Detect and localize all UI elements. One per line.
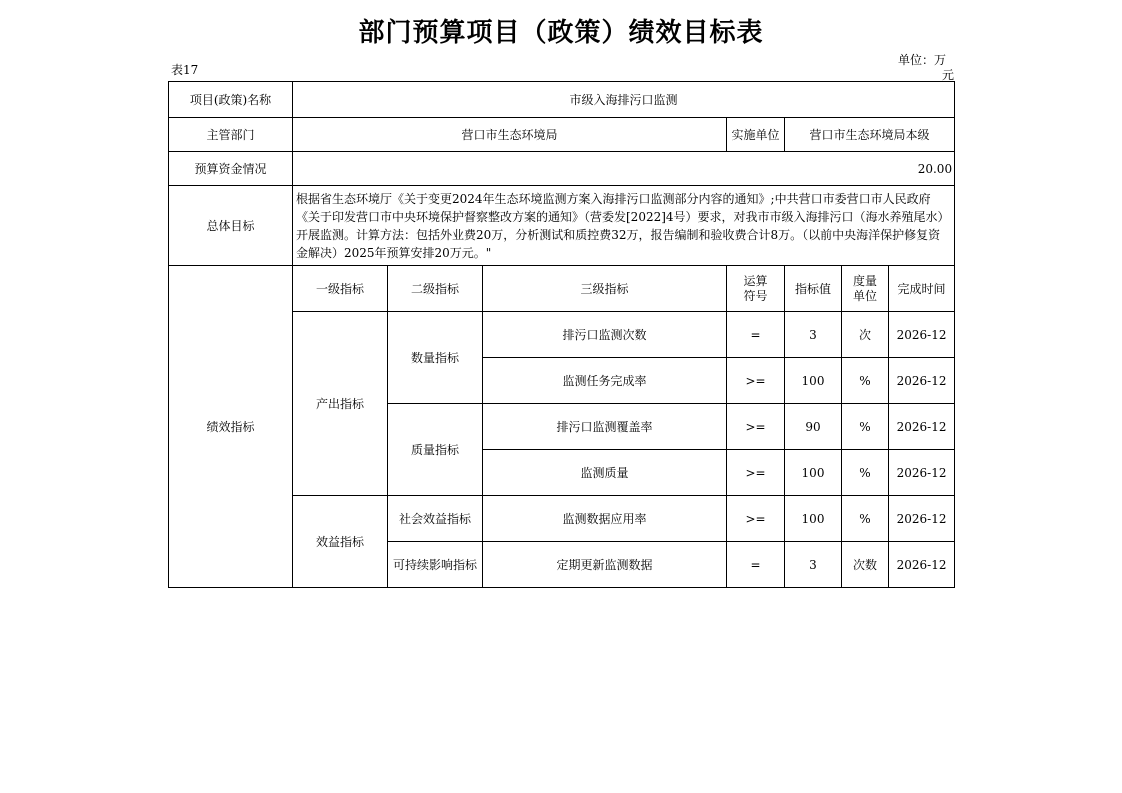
impl-value: 营口市生态环境局本级: [785, 118, 955, 152]
indicator-unit: %: [842, 496, 889, 542]
dept-label: 主管部门: [169, 118, 293, 152]
indicator-time: 2026-12: [889, 358, 955, 404]
indicator-operator: >=: [727, 358, 785, 404]
table-number: 表17: [171, 63, 199, 77]
indicator-time: 2026-12: [889, 312, 955, 358]
indicator-operator: >=: [727, 496, 785, 542]
header-unit-line1: 度量: [852, 273, 877, 288]
group-benefit: 效益指标: [293, 496, 388, 588]
unit-label: [898, 53, 954, 83]
dept-row: [169, 118, 955, 152]
group-output: 产出指标: [293, 312, 388, 496]
unit-label-line2: 元: [941, 68, 954, 82]
indicator-value: 100: [785, 450, 842, 496]
indicator-name: 监测质量: [483, 450, 727, 496]
subgroup-quality: 质量指标: [388, 404, 483, 496]
fund-row: [169, 152, 955, 186]
indicator-value: 100: [785, 496, 842, 542]
indicator-operator: >=: [727, 404, 785, 450]
project-row: [169, 82, 955, 118]
header-unit: [842, 266, 889, 312]
indicator-time: 2026-12: [889, 404, 955, 450]
header-operator-line1: 运算: [743, 273, 768, 288]
subgroup-sustain: 可持续影响指标: [388, 542, 483, 588]
subgroup-social: 社会效益指标: [388, 496, 483, 542]
subgroup-quantity: 数量指标: [388, 312, 483, 404]
project-value: 市级入海排污口监测: [293, 82, 955, 118]
fund-value: 20.00: [293, 152, 955, 186]
goal-label: 总体目标: [169, 186, 293, 266]
dept-value: 营口市生态环境局: [293, 118, 727, 152]
header-time: 完成时间: [889, 266, 955, 312]
indicator-unit: %: [842, 358, 889, 404]
page-title: 部门预算项目（政策）绩效目标表: [358, 18, 764, 48]
indicator-value: 3: [785, 542, 842, 588]
indicator-operator: =: [727, 542, 785, 588]
performance-table: [168, 81, 955, 588]
indicator-unit: %: [842, 404, 889, 450]
perf-label: 绩效指标: [169, 266, 293, 588]
header-level2: 二级指标: [388, 266, 483, 312]
indicator-name: 监测数据应用率: [483, 496, 727, 542]
header-level3: 三级指标: [483, 266, 727, 312]
indicator-operator: >=: [727, 450, 785, 496]
indicator-unit: %: [842, 450, 889, 496]
project-label: 项目(政策)名称: [169, 82, 293, 118]
unit-label-line1: 单位：万: [898, 53, 947, 67]
indicator-time: 2026-12: [889, 450, 955, 496]
indicator-value: 100: [785, 358, 842, 404]
goal-text: 根据省生态环境厅《关于变更2024年生态环境监测方案入海排污口监测部分内容的通知》;中共营口市委营口市人民政府《关于印发营口市中央环境保护督察整改方案的通知》（营委发[2022]4号）要求，对我市市级入海排污口（海水养殖尾水）开展监测。计算方法：包括外业费20万，分析测试和质控费32万，报告编制和验收费合计8万。（以前中央海洋保护修复资金解决）2025年预算安排20万元。": [293, 186, 955, 266]
header-operator-line2: 符号: [743, 288, 768, 303]
indicator-value: 3: [785, 312, 842, 358]
header-level1: 一级指标: [293, 266, 388, 312]
goal-row: [169, 186, 955, 266]
indicator-name: 定期更新监测数据: [483, 542, 727, 588]
indicator-value: 90: [785, 404, 842, 450]
indicator-name: 排污口监测次数: [483, 312, 727, 358]
indicator-unit: 次: [842, 312, 889, 358]
impl-label: 实施单位: [727, 118, 785, 152]
indicator-name: 监测任务完成率: [483, 358, 727, 404]
indicator-time: 2026-12: [889, 542, 955, 588]
indicator-name: 排污口监测覆盖率: [483, 404, 727, 450]
indicator-unit: 次数: [842, 542, 889, 588]
header-unit-line2: 单位: [852, 288, 877, 303]
indicator-operator: =: [727, 312, 785, 358]
header-operator: [727, 266, 785, 312]
fund-label: 预算资金情况: [169, 152, 293, 186]
header-value: 指标值: [785, 266, 842, 312]
indicator-time: 2026-12: [889, 496, 955, 542]
header-row: [169, 266, 955, 312]
